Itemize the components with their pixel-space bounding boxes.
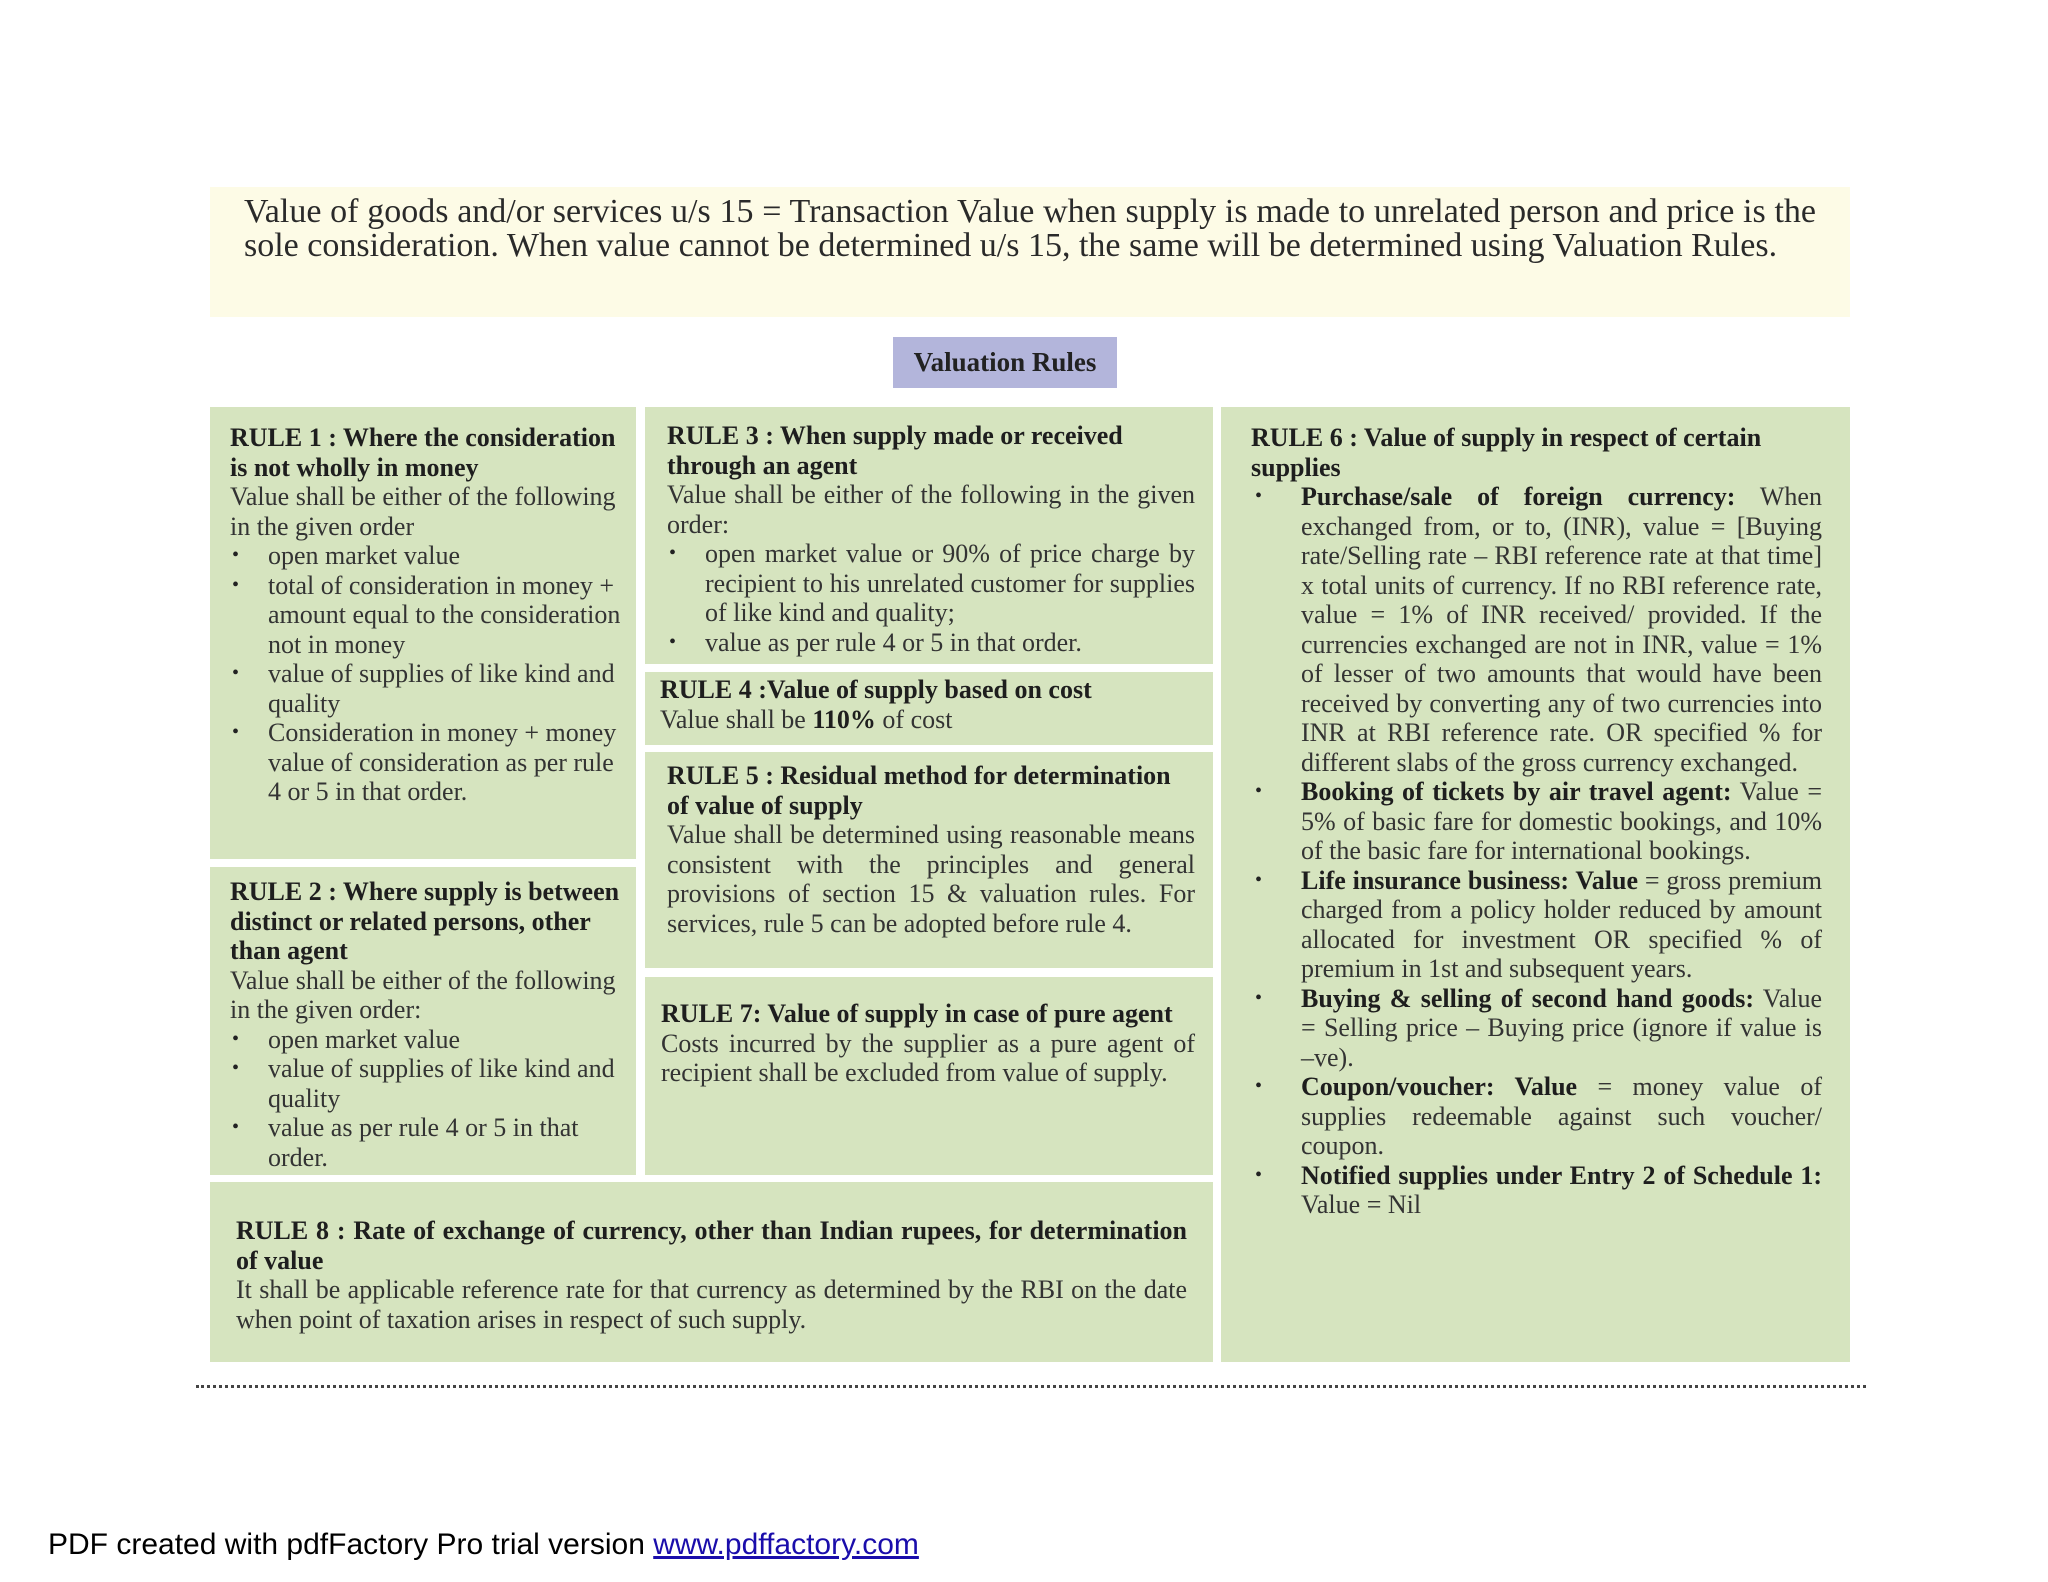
rule-6-item-body: Value = Nil	[1301, 1190, 1422, 1219]
list-item: • total of consideration in money + amount equal to the consideration not in money	[230, 571, 622, 660]
footer-link[interactable]: www.pdffactory.com	[653, 1528, 919, 1561]
list-item	[1251, 1072, 1822, 1161]
list-item: • value as per rule 4 or 5 in that order.	[667, 628, 1195, 658]
rule-1-list	[230, 541, 622, 807]
rule-3-box	[645, 407, 1213, 664]
rule-7-box	[645, 977, 1213, 1175]
list-item	[1251, 1161, 1822, 1220]
list-item	[1251, 984, 1822, 1073]
list-item: • value as per rule 4 or 5 in that order.	[230, 1113, 622, 1172]
rule-6-item-body: Value = 5% of basic fare for domestic bookings, and 10% of the basic fare for international bookings.	[1301, 777, 1822, 865]
rule-5-text: Value shall be determined using reasonable means consistent with the principles and general provisions of section 15 & valuation rules. For services, rule 5 can be adopted before rule 4.	[667, 820, 1195, 938]
rule-6-item-head: Purchase/sale of foreign currency:	[1301, 482, 1736, 511]
rule-8-title: RULE 8 : Rate of exchange of currency, other than Indian rupees, for determination of value	[236, 1216, 1187, 1275]
rule-2-list	[230, 1025, 622, 1173]
rule-3-title: RULE 3 : When supply made or received through an agent	[667, 421, 1123, 480]
list-item: • open market value	[230, 1025, 622, 1055]
list-item: • value of supplies of like kind and quality	[230, 1054, 622, 1113]
intro-summary	[210, 187, 1850, 317]
rule-6-item-body: Value = Selling price – Buying price (ignore if value is –ve).	[1301, 983, 1823, 1072]
rule-2-title: RULE 2 : Where supply is between distinct or related persons, other than agent	[230, 877, 620, 965]
rule-4-text-post: of cost	[875, 704, 953, 734]
list-item: • open market value or 90% of price charge by recipient to his unrelated customer for supplies of like kind and quality;	[667, 539, 1195, 628]
rule-8-box	[210, 1182, 1213, 1362]
dotted-divider	[196, 1385, 1866, 1388]
rule-7-text: Costs incurred by the supplier as a pure agent of recipient shall be excluded from value of supply.	[661, 1028, 1195, 1087]
list-item	[1251, 866, 1822, 984]
rule-4-text	[660, 705, 1195, 735]
rule-6-item-body: When exchanged from, or to, (INR), value = [Buying rate/Selling rate – RBI reference rate at that time] x total units of currency. If no RBI reference rate, value = 1% of INR received/ provided. If the currencies exchanged are not in INR, value = 1% of lesser of two amounts that would have been received by converting any of two currencies into INR at RBI reference rate. OR specified % for different slabs of the gross currency exchanged.	[1301, 482, 1822, 777]
rule-6-item-body: = money value of supplies redeemable against such voucher/ coupon.	[1301, 1072, 1822, 1160]
valuation-rules-heading: Valuation Rules	[893, 337, 1117, 388]
rule-6-list	[1251, 482, 1822, 1220]
rule-4-title: RULE 4 :Value of supply based on cost	[660, 675, 1092, 704]
rule-8-text: It shall be applicable reference rate for that currency as determined by the RBI on the date when point of taxation arises in respect of such supply.	[236, 1275, 1187, 1334]
rule-3-text: Value shall be either of the following in the given order:	[667, 480, 1195, 539]
rule-7-title: RULE 7: Value of supply in case of pure agent	[661, 999, 1173, 1028]
rule-6-item-body: = gross premium charged from a policy holder reduced by amount allocated for investment OR specified % of premium in 1st and subsequent years.	[1301, 865, 1822, 983]
list-item: • value of supplies of like kind and quality	[230, 659, 622, 718]
rule-3-list	[667, 539, 1195, 657]
rule-6-item-head: Life insurance business: Value	[1301, 865, 1638, 895]
list-item	[1251, 482, 1822, 777]
rule-4-text-pre: Value shall be	[660, 704, 813, 734]
rule-6-item-head: Coupon/voucher: Value	[1301, 1072, 1578, 1101]
rule-2-box	[210, 867, 636, 1175]
rule-6-box	[1221, 407, 1850, 1362]
rule-6-item-head: Buying & selling of second hand goods:	[1301, 983, 1754, 1013]
list-item: • Consideration in money + money value of consideration as per rule 4 or 5 in that order.	[230, 718, 622, 807]
list-item	[1251, 777, 1822, 866]
rule-6-item-head: Notified supplies under Entry 2 of Schedule 1:	[1301, 1160, 1822, 1190]
rule-5-title: RULE 5 : Residual method for determination of value of supply	[667, 761, 1171, 820]
rule-5-box	[645, 752, 1213, 968]
rule-4-percentage: 110%	[812, 704, 876, 734]
pdf-footer	[48, 1528, 919, 1562]
rule-6-item-head: Booking of tickets by air travel agent:	[1301, 777, 1732, 806]
rule-1-title: RULE 1 : Where the consideration is not wholly in money	[230, 423, 616, 482]
rule-2-text: Value shall be either of the following in the given order:	[230, 965, 616, 1024]
list-item: • open market value	[230, 541, 622, 571]
rule-1-box	[210, 407, 636, 859]
rule-4-box	[645, 672, 1213, 745]
footer-text: PDF created with pdfFactory Pro trial version	[48, 1528, 654, 1561]
rule-1-text: Value shall be either of the following in the given order	[230, 482, 616, 541]
intro-text: Value of goods and/or services u/s 15 = Transaction Value when supply is made to unrelated person and price is the sole consideration. When value cannot be determined u/s 15, the same will be determined using Valuation Rules.	[244, 193, 1816, 264]
rule-6-title: RULE 6 : Value of supply in respect of certain supplies	[1251, 423, 1762, 482]
